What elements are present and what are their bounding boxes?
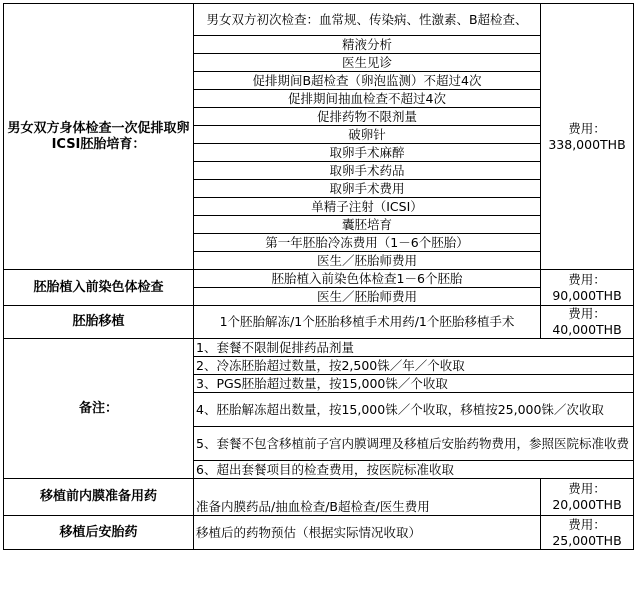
- note-item: 6、超出套餐项目的检查费用，按医院标准收取: [194, 461, 634, 479]
- pgs-price-cell: [541, 270, 634, 306]
- note-item: 3、PGS胚胎超过数量，按15,000铢／个收取: [194, 375, 634, 393]
- ivf-item: 医生／胚胎师费用: [194, 252, 541, 270]
- package-price-table: [3, 3, 634, 550]
- post-transfer-item: 移植后的药物预估（根据实际情况收取）: [194, 516, 541, 550]
- price-value: 40,000THB: [552, 322, 622, 337]
- post-transfer-price-cell: [541, 516, 634, 550]
- transfer-item: 1个胚胎解冻/1个胚胎移植手术用药/1个胚胎移植手术: [194, 306, 541, 339]
- ivf-item: 取卵手术费用: [194, 180, 541, 198]
- ivf-item: 男女双方初次检查：血常规、传染病、性激素、B超检查、: [194, 4, 541, 36]
- transfer-price-cell: [541, 306, 634, 339]
- notes-label: 备注：: [4, 339, 194, 479]
- note-item: 2、冷冻胚胎超过数量，按2,500铢／年／个收取: [194, 357, 634, 375]
- price-label: 费用：: [568, 120, 606, 136]
- pgs-item: 胚胎植入前染色体检查1－6个胚胎: [194, 270, 541, 288]
- price-label: 费用：: [568, 306, 606, 321]
- endometrium-label: 移植前内膜准备用药: [4, 479, 194, 516]
- ivf-item: 促排药物不限剂量: [194, 108, 541, 126]
- table-row: [4, 339, 634, 357]
- table-row: [4, 516, 634, 550]
- table-row: [4, 4, 634, 36]
- note-item: 4、胚胎解冻超出数量，按15,000铢／个收取，移植按25,000铢／次收取: [194, 393, 634, 427]
- ivf-price-cell: [541, 4, 634, 270]
- ivf-item: 医生见诊: [194, 54, 541, 72]
- transfer-label: 胚胎移植: [4, 306, 194, 339]
- ivf-item: 取卵手术麻醉: [194, 144, 541, 162]
- ivf-item: 囊胚培育: [194, 216, 541, 234]
- pgs-label: 胚胎植入前染色体检查: [4, 270, 194, 306]
- note-item: 5、套餐不包含移植前子宫内膜调理及移植后安胎药物费用，参照医院标准收费: [194, 427, 634, 461]
- price-label: 费用：: [568, 271, 606, 287]
- ivf-item: 单精子注射（ICSI）: [194, 198, 541, 216]
- ivf-item: 精液分析: [194, 36, 541, 54]
- ivf-item: 第一年胚胎冷冻费用（1－6个胚胎）: [194, 234, 541, 252]
- price-value: 20,000THB: [552, 497, 622, 512]
- ivf-package-label: 男女双方身体检查一次促排取卵ICSI胚胎培育：: [4, 4, 194, 270]
- endometrium-price-cell: [541, 479, 634, 516]
- price-label: 费用：: [568, 481, 606, 496]
- table-row: [4, 479, 634, 516]
- ivf-item: 促排期间B超检查（卵泡监测）不超过4次: [194, 72, 541, 90]
- table-row: [4, 306, 634, 339]
- ivf-item: 破卵针: [194, 126, 541, 144]
- price-value: 338,000THB: [548, 136, 626, 152]
- ivf-item: 促排期间抽血检查不超过4次: [194, 90, 541, 108]
- post-transfer-label: 移植后安胎药: [4, 516, 194, 550]
- note-item: 1、套餐不限制促排药品剂量: [194, 339, 634, 357]
- price-value: 25,000THB: [552, 532, 622, 548]
- price-label: 费用：: [568, 516, 606, 532]
- price-value: 90,000THB: [552, 287, 622, 303]
- table-row: [4, 270, 634, 288]
- pgs-item: 医生／胚胎师费用: [194, 288, 541, 306]
- endometrium-item: 准备内膜药品/抽血检查/B超检查/医生费用: [194, 479, 541, 516]
- ivf-item: 取卵手术药品: [194, 162, 541, 180]
